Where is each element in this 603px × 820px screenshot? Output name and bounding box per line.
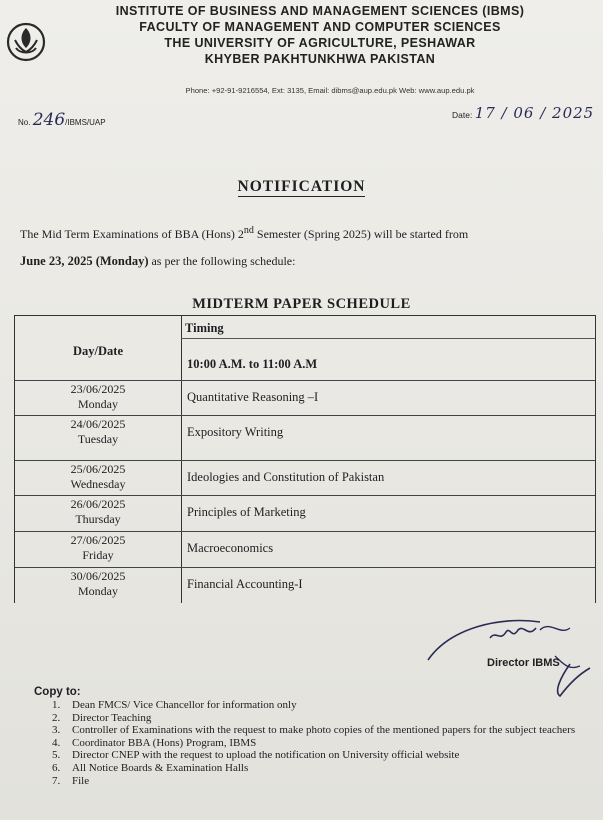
row-date-cell: 25/06/2025 Wednesday — [70, 462, 126, 491]
handwritten-signature — [420, 608, 600, 698]
header-time-slot: 10:00 A.M. to 11:00 A.M — [187, 357, 318, 371]
university-name: THE UNIVERSITY OF AGRICULTURE, PESHAWAR — [164, 36, 476, 50]
list-item: 2. Director Teaching — [52, 711, 152, 724]
faculty-name: FACULTY OF MANAGEMENT AND COMPUTER SCIENCES — [139, 20, 501, 34]
letterhead — [60, 3, 580, 67]
row-subject: Quantitative Reasoning –I — [187, 390, 319, 404]
signatory-title: Director IBMS — [487, 657, 560, 669]
contact-line: Phone: +92-91-9216554, Ext: 3135, Email: dibms@aup.edu.pk Web: www.aup.edu.pk — [185, 86, 475, 95]
list-item: 5. Director CNEP with the request to upload the notification on University official website — [52, 749, 460, 762]
list-item: 3. Controller of Examinations with the request to make photo copies of the mentioned papers for the subject teachers — [52, 724, 576, 737]
row-subject: Expository Writing — [187, 425, 284, 439]
row-subject: Ideologies and Constitution of Pakistan — [187, 470, 385, 484]
header-day-date: Day/Date — [73, 344, 123, 358]
schedule-table — [14, 315, 596, 603]
row-date-cell: 24/06/2025 Tuesday — [70, 417, 126, 446]
row-date-cell: 26/06/2025 Thursday — [70, 497, 126, 526]
reference-suffix: /IBMS/UAP — [65, 118, 106, 127]
reference-handwritten-number: 246 — [32, 110, 66, 130]
table-row — [15, 415, 595, 451]
list-item: 7. File — [52, 774, 90, 787]
copy-to-list — [52, 699, 592, 787]
schedule-title: MIDTERM PAPER SCHEDULE — [192, 296, 411, 312]
institute-name: INSTITUTE OF BUSINESS AND MANAGEMENT SCIENCES (IBMS) — [115, 4, 525, 18]
copy-to-label: Copy to: — [34, 686, 81, 698]
notification-title: NOTIFICATION — [237, 178, 366, 195]
list-item: 1. Dean FMCS/ Vice Chancellor for information only — [52, 699, 297, 711]
table-row — [15, 567, 595, 603]
table-row — [15, 380, 595, 416]
intro-paragraph: The Mid Term Examinations of BBA (Hons) 2nd Semester (Spring 2025) will be started from June 23, 2025 (Monday) as per the following schedule: — [20, 225, 469, 268]
row-date-cell: 23/06/2025 Monday — [70, 382, 126, 411]
row-subject: Macroeconomics — [187, 541, 274, 555]
table-row — [15, 531, 595, 567]
date-field — [452, 104, 594, 122]
reference-number — [18, 110, 106, 130]
row-subject: Financial Accounting-I — [187, 577, 303, 591]
date-handwritten-value: 17 / 06 / 2025 — [474, 104, 595, 122]
row-date-cell: 27/06/2025 Friday — [70, 533, 126, 562]
table-row — [15, 460, 595, 496]
province-name: KHYBER PAKHTUNKHWA PAKISTAN — [204, 52, 436, 66]
list-item: 4. Coordinator BBA (Hons) Program, IBMS — [52, 736, 257, 749]
header-timing: Timing — [185, 321, 224, 335]
list-item: 6. All Notice Boards & Examination Halls — [52, 761, 249, 774]
start-date: June 23, 2025 (Monday) — [20, 254, 149, 268]
university-logo-icon — [6, 20, 46, 62]
row-date-cell: 30/06/2025 Monday — [70, 569, 126, 598]
reference-prefix: No. — [18, 118, 31, 127]
row-subject: Principles of Marketing — [187, 505, 306, 519]
table-row — [15, 495, 595, 531]
date-label: Date: — [452, 110, 473, 120]
header-divider — [181, 338, 595, 339]
